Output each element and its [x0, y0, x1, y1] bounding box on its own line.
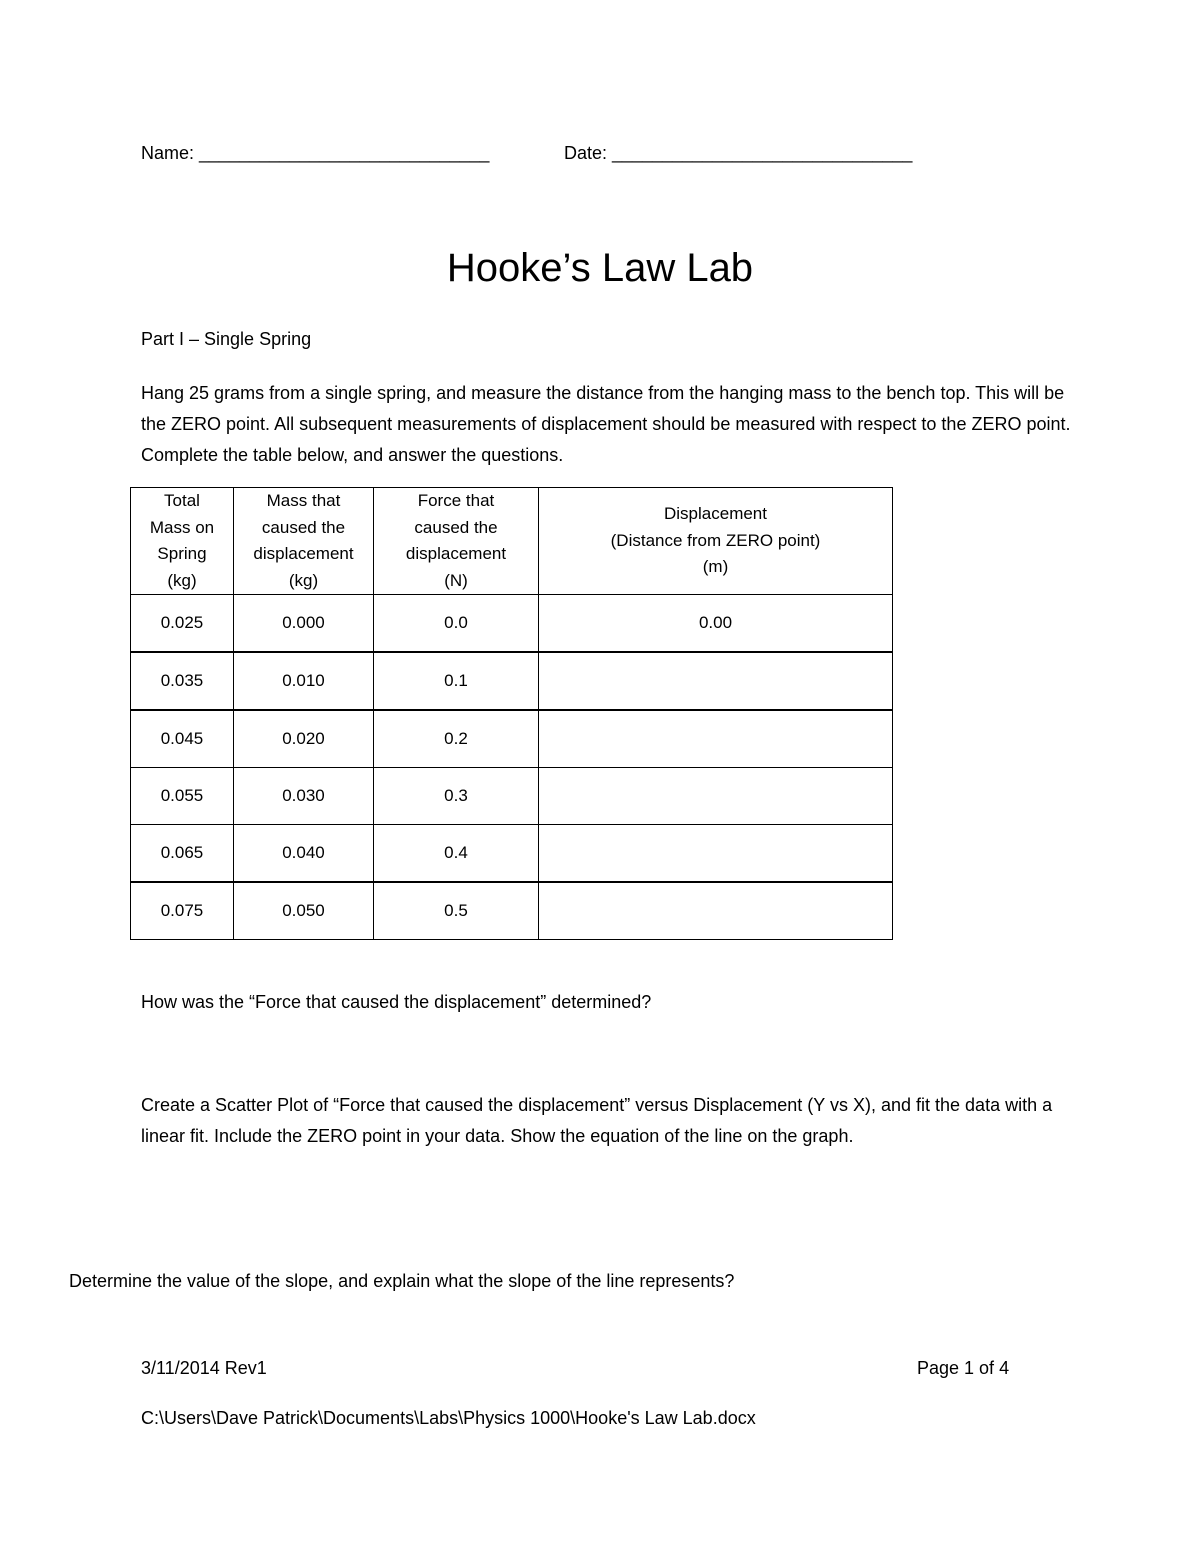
- cell-mass: 0.020: [234, 710, 374, 768]
- table-row: [131, 710, 893, 768]
- header-line: Spring: [157, 544, 207, 563]
- header-mass-displacement: [234, 488, 374, 595]
- page-title: Hooke’s Law Lab: [446, 246, 754, 290]
- table-header-row: [131, 488, 893, 595]
- cell-displacement[interactable]: [539, 768, 893, 825]
- table-row: [131, 768, 893, 825]
- cell-mass: 0.040: [234, 825, 374, 883]
- cell-total-mass: 0.065: [131, 825, 234, 883]
- date-label: Date:: [564, 143, 608, 163]
- header-line: Total: [164, 491, 200, 510]
- cell-total-mass: 0.055: [131, 768, 234, 825]
- header-line: caused the: [414, 517, 498, 537]
- table-row: [131, 825, 893, 883]
- header-line: Displacement: [664, 504, 767, 524]
- cell-mass: 0.030: [234, 768, 374, 825]
- header-line: (Distance from ZERO point): [610, 530, 821, 550]
- header-line: caused the: [261, 517, 346, 537]
- cell-force: 0.2: [374, 710, 539, 768]
- header-total-mass: [131, 488, 234, 595]
- header-line: (kg): [167, 570, 197, 590]
- table-row: [131, 595, 893, 653]
- cell-force: 0.3: [374, 768, 539, 825]
- cell-total-mass: 0.035: [131, 652, 234, 710]
- header-line: (N): [444, 570, 468, 590]
- cell-mass: 0.050: [234, 882, 374, 940]
- footer-page-number: Page 1 of 4: [917, 1358, 1010, 1378]
- cell-displacement[interactable]: [539, 652, 893, 710]
- cell-total-mass: 0.025: [131, 595, 234, 653]
- table-row: [131, 882, 893, 940]
- date-blank-line: ______________________________: [612, 143, 913, 163]
- footer-date-revision: 3/11/2014 Rev1: [141, 1358, 267, 1378]
- header-line: Force that: [417, 491, 495, 510]
- name-field: [141, 143, 489, 164]
- cell-displacement[interactable]: [539, 882, 893, 940]
- header-line: (kg): [288, 570, 319, 590]
- header-line: Mass on: [149, 517, 215, 537]
- header-line: displacement: [253, 544, 354, 563]
- cell-displacement[interactable]: 0.00: [539, 595, 893, 653]
- cell-force: 0.1: [374, 652, 539, 710]
- part-heading: Part I – Single Spring: [141, 329, 312, 349]
- cell-force: 0.5: [374, 882, 539, 940]
- header-line: Mass that: [266, 491, 341, 510]
- header-line: (m): [702, 557, 729, 577]
- cell-total-mass: 0.075: [131, 882, 234, 940]
- data-table: [130, 487, 893, 940]
- cell-mass: 0.010: [234, 652, 374, 710]
- header-line: displacement: [405, 544, 507, 563]
- name-label: Name:: [141, 143, 195, 163]
- cell-displacement[interactable]: [539, 710, 893, 768]
- footer-file-path: C:\Users\Dave Patrick\Documents\Labs\Physics 1000\Hooke's Law Lab.docx: [141, 1408, 756, 1428]
- instructions-paragraph: Hang 25 grams from a single spring, and measure the distance from the hanging mass to the bench top. This will be the ZERO point. All subsequent measurements of displacement should be measured with respect to the ZERO point. Complete the table below, and answer the questions.: [141, 383, 1071, 465]
- header-force: [374, 488, 539, 595]
- question-2: Create a Scatter Plot of “Force that caused the displacement” versus Displacement (Y vs X), and fit the data with a linear fit. Include the ZERO point in your data. Show the equation of the line on the graph.: [141, 1095, 1053, 1146]
- cell-force: 0.4: [374, 825, 539, 883]
- cell-total-mass: 0.045: [131, 710, 234, 768]
- name-blank-line: _____________________________: [199, 143, 490, 163]
- cell-displacement[interactable]: [539, 825, 893, 883]
- cell-force: 0.0: [374, 595, 539, 653]
- header-displacement: [539, 488, 893, 595]
- question-3: Determine the value of the slope, and explain what the slope of the line represents?: [69, 1271, 735, 1291]
- table-row: [131, 652, 893, 710]
- date-field: [564, 143, 912, 164]
- cell-mass: 0.000: [234, 595, 374, 653]
- question-1: How was the “Force that caused the displacement” determined?: [141, 992, 652, 1012]
